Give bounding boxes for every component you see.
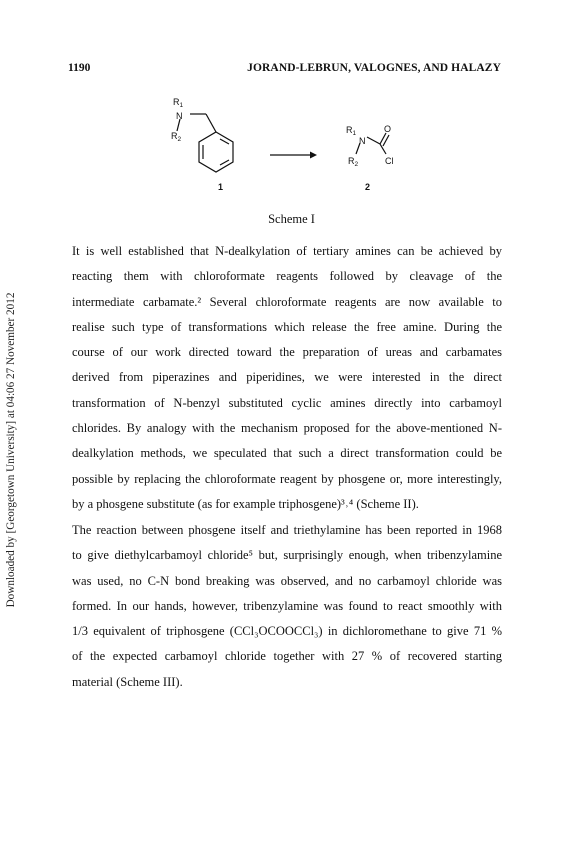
compound1-r2-label: $R_2$: [171, 131, 182, 143]
paragraph-1: [72, 239, 502, 517]
compound2-cl-label: Cl: [385, 156, 394, 166]
text-line: derived from piperazines and piperidines, we were interested in the direct: [72, 370, 502, 385]
download-watermark: [4, 230, 18, 670]
compound2-r2-label: $R_2$: [348, 156, 359, 168]
text-line: course of our work directed toward the preparation of ureas and carbamates: [72, 345, 502, 360]
text-line: to give diethylcarbamoyl chloride⁵ but, surprisingly enough, when tribenzylamine: [72, 548, 502, 563]
text-line: chlorides. By analogy with the mechanism proposed for the above-mentioned N-: [72, 421, 502, 436]
text-line: intermediate carbamate.² Several chloroformate reagents are now available to: [72, 294, 502, 309]
text-line: formed. In our hands, however, tribenzylamine was found to react smoothly with: [72, 598, 502, 613]
scheme-caption: Scheme I: [268, 212, 315, 226]
compound1-n-label: N: [176, 111, 183, 121]
text-line: dealkylation methods, we speculated that such a direct transformation could be: [72, 446, 502, 461]
running-head: JORAND-LEBRUN, VALOGNES, AND HALAZY: [247, 62, 501, 74]
text-line: was used, no C-N bond breaking was observed, and no carbamoyl chloride was: [72, 573, 502, 588]
text-line: realise such type of transformations which release the free amine. During the: [72, 319, 502, 334]
page-number: 1190: [68, 62, 91, 74]
text-line: material (Scheme III).: [72, 674, 183, 689]
scheme-figure: [160, 92, 420, 204]
text-line: 1/3 equivalent of triphosgene (CCl₃OCOOCCl₃) in dichloromethane to give 71 %: [72, 624, 502, 639]
aromatic-bond: [220, 160, 229, 165]
download-notice: Downloaded by [Georgetown University] at 04:06 27 November 2012: [5, 292, 17, 608]
compound2-r1-label: $R_1$: [346, 125, 357, 137]
paragraph-2: [72, 518, 502, 695]
text-line: possible by replacing the chloroformate reagent by phosgene or, more interestingly,: [72, 471, 502, 486]
text-line: transformation of N-benzyl substituted cyclic amines directly into carbamoyl: [72, 395, 502, 410]
ch2-ring-bond: [206, 114, 216, 132]
text-line: It is well established that N-dealkylation of tertiary amines can be achieved by: [72, 244, 502, 258]
text-line: reacting them with chloroformate reagents followed by cleavage of the: [72, 269, 502, 284]
arrow-head: [310, 152, 317, 159]
compound2-n-label: N: [359, 136, 366, 146]
n-carbonyl-bond: [367, 137, 380, 144]
text-line: The reaction between phosgene itself and triethylamine has been reported in 1968: [72, 523, 502, 537]
aromatic-bond: [220, 139, 229, 144]
compound2-o-label: O: [384, 124, 392, 134]
reaction-scheme: [160, 92, 420, 204]
compound1-number: 1: [218, 182, 224, 192]
benzene-ring: [199, 132, 233, 172]
text-line: by a phosgene substitute (as for example triphosgene)³˒⁴ (Scheme II).: [72, 496, 419, 511]
compound1-r1-label: $R_1$: [173, 97, 184, 109]
compound2-number: 2: [365, 182, 371, 192]
text-line: of the expected carbamoyl chloride together with 27 % of recovered starting: [72, 649, 502, 664]
